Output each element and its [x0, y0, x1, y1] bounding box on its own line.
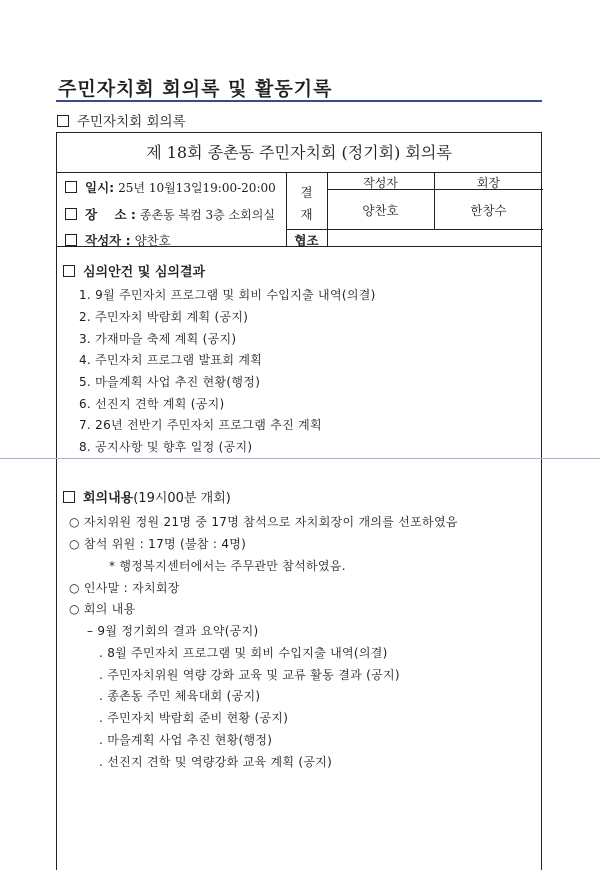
content-title	[63, 487, 231, 506]
agenda-item: 4. 주민자치 프로그램 발표회 계획	[79, 353, 263, 367]
agenda-item: 2. 주민자치 박람회 계획 (공지)	[79, 310, 249, 324]
page-break-line	[0, 458, 600, 459]
cooperation-label: 협조	[294, 233, 319, 248]
grid-line	[286, 229, 543, 230]
content-line: ○ 자치위원 정원 21명 중 17명 참석으로 자치회장이 개의를 선포하였음	[69, 515, 458, 529]
agenda-item: 1. 9월 주민자치 프로그램 및 회비 수입지출 내역(의결)	[79, 288, 376, 302]
content-title-rest: (19시00분 개회)	[133, 491, 231, 506]
agenda-item: 3. 가재마을 축제 계획 (공지)	[79, 332, 237, 346]
approval-side-label: 결	[300, 185, 313, 200]
agenda-item: 5. 마을계획 사업 추진 현황(행정)	[79, 375, 261, 389]
content-line: . 마을계획 사업 추진 현황(행정)	[99, 733, 273, 747]
approval-chair-signature: 한창수	[470, 203, 507, 218]
place-value: 종촌동 복컴 3층 소회의실	[139, 208, 275, 222]
agenda-item: 6. 선진지 견학 계획 (공지)	[79, 397, 225, 411]
content-line: * 행정복지센터에서는 주무관만 참석하였음.	[109, 559, 346, 573]
checkbox-square-icon	[65, 208, 77, 220]
content-line: . 8월 주민자치 프로그램 및 회비 수입지출 내역(의결)	[99, 646, 388, 660]
checkbox-square-icon	[65, 181, 77, 193]
content-line: . 선진지 견학 및 역량강화 교육 계획 (공지)	[99, 755, 333, 769]
content-line: . 주민자치 박람회 준비 현황 (공지)	[99, 711, 289, 725]
writer-value: 양찬호	[134, 233, 171, 248]
agenda-item: 7. 26년 전반기 주민자치 프로그램 추진 계획	[79, 418, 322, 432]
date-value: 25년 10월13일19:00-20:00	[118, 181, 276, 195]
approval-writer-signature: 양찬호	[362, 203, 399, 218]
title-underline	[56, 100, 542, 102]
content-line: ○ 회의 내용	[69, 602, 136, 616]
checkbox-square-icon	[63, 265, 75, 277]
agenda-title-text: 심의안건 및 심의결과	[83, 265, 206, 280]
agenda-item: 8. 공지사항 및 향후 일정 (공지)	[79, 440, 253, 454]
approval-side-label: 재	[300, 207, 313, 222]
section-label-text: 주민자치회 회의록	[77, 114, 186, 130]
content-title-bold: 회의내용	[83, 491, 134, 506]
writer-row	[65, 231, 171, 249]
page-title: 주민자치회 회의록 및 활동기록	[58, 78, 333, 100]
content-line: ○ 참석 위원 : 17명 (불참 : 4명)	[69, 537, 247, 551]
checkbox-square-icon	[63, 491, 75, 503]
place-label: 장 소 :	[85, 207, 136, 222]
date-label: 일시:	[85, 180, 115, 195]
checkbox-square-icon	[57, 115, 69, 127]
content-line: . 종촌동 주민 체육대회 (공지)	[99, 689, 261, 703]
section-label	[57, 110, 186, 130]
content-line: ○ 인사말 : 자치회장	[69, 581, 180, 595]
content-line: – 9월 정기회의 결과 요약(공지)	[87, 624, 259, 638]
meeting-title: 제 18회 종촌동 주민자치회 (정기회) 회의록	[57, 133, 541, 173]
approval-chair-header: 회장	[476, 176, 501, 190]
place-row	[65, 205, 275, 223]
content-line: . 주민자치위원 역량 강화 교육 및 교류 활동 결과 (공지)	[99, 668, 400, 682]
date-row	[65, 178, 276, 196]
meeting-info	[57, 173, 541, 247]
minutes-table	[56, 132, 542, 870]
checkbox-square-icon	[65, 234, 77, 246]
agenda-title	[63, 261, 205, 280]
writer-label: 작성자 :	[85, 233, 131, 248]
approval-writer-header: 작성자	[363, 176, 398, 190]
